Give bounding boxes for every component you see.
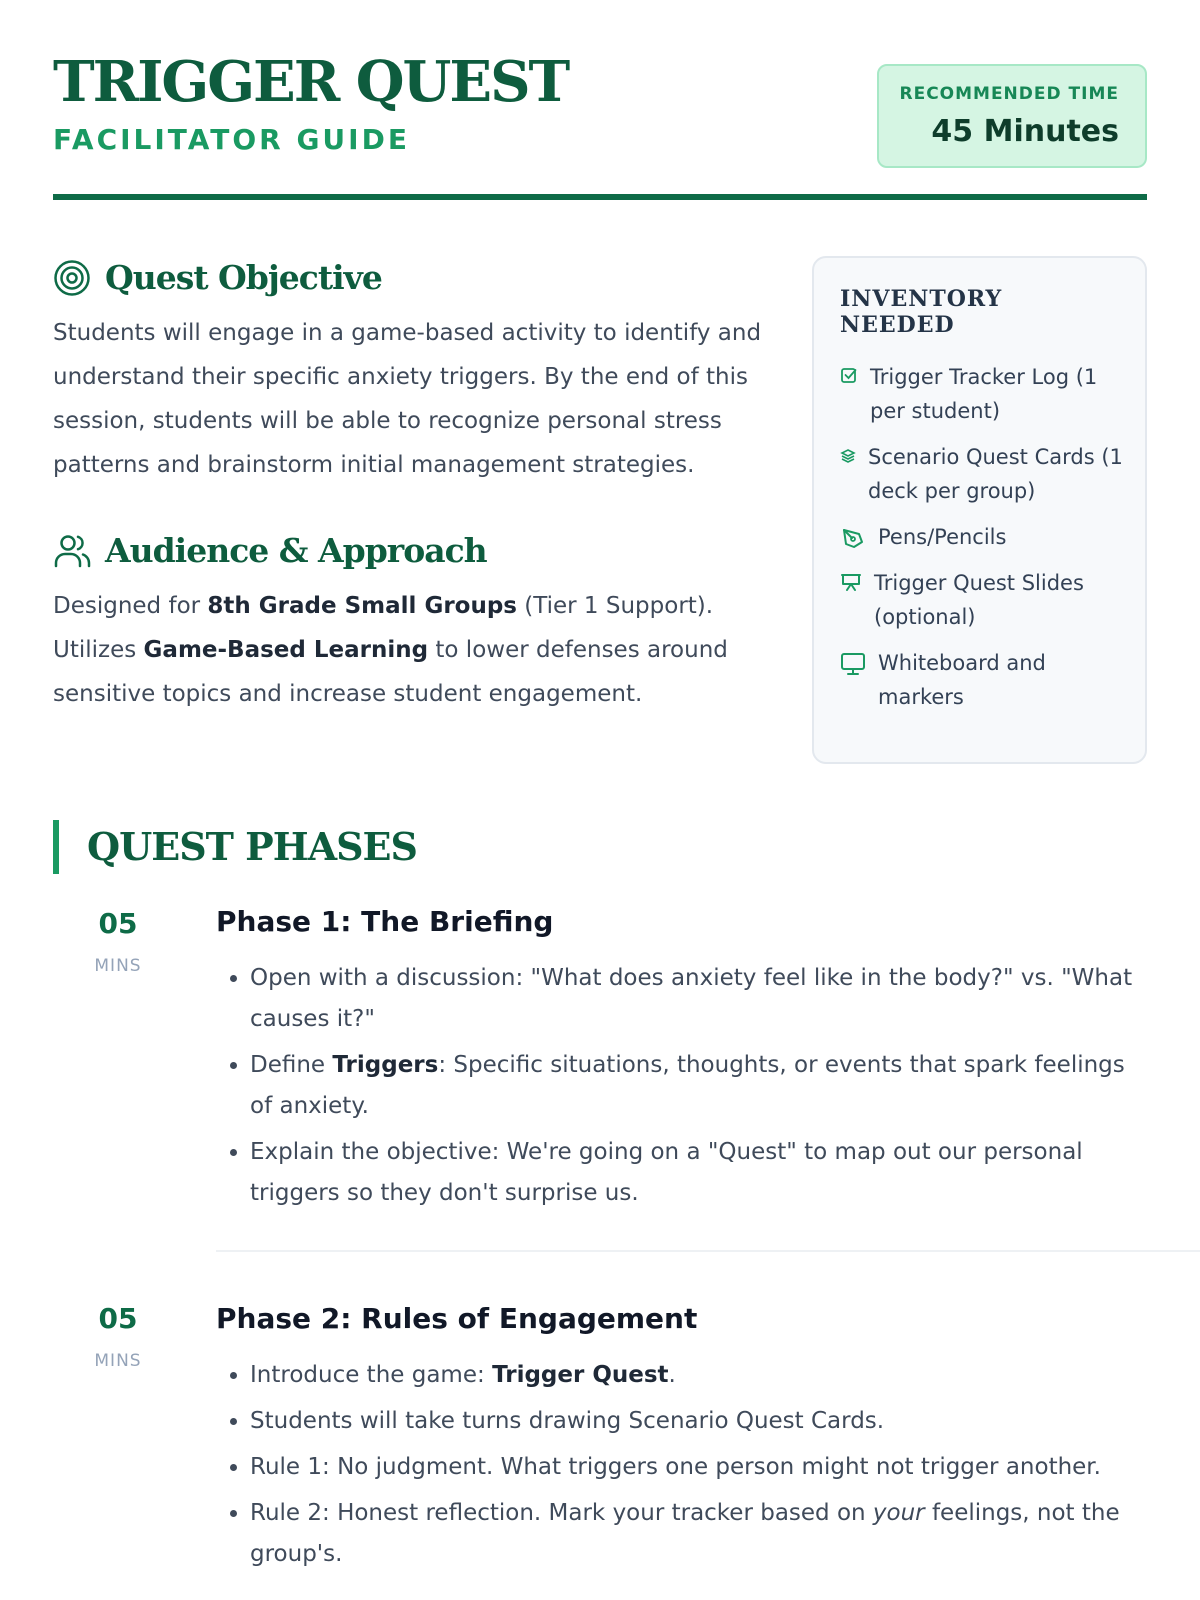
list-item: • Open with a discussion: "What does anxiety feel like in the body?" vs. "What causes it?" [250, 958, 1147, 1040]
phase-2 [53, 1302, 1147, 1580]
presentation-icon [840, 572, 862, 592]
list-item-text: Introduce the game: [250, 1362, 493, 1388]
inventory-item [840, 566, 1123, 634]
inventory-card [812, 256, 1147, 764]
page-title: TRIGGER QUEST [53, 49, 569, 115]
list-item-text: feelings, not the group's. [250, 1500, 1120, 1567]
list-item-text: Define [250, 1052, 333, 1078]
inventory-item [840, 440, 1123, 508]
list-item: • Explain the objective: We're going on a "Quest" to map out our personal triggers so they don't surprise us. [250, 1132, 1147, 1214]
users-icon [53, 532, 91, 570]
list-item-text: . [668, 1362, 676, 1388]
phase-duration [53, 1302, 183, 1371]
list-item [250, 1045, 1147, 1127]
inventory-item-label: Pens/Pencils [878, 525, 1007, 549]
page-subtitle: FACILITATOR GUIDE [53, 123, 410, 156]
audience-heading [53, 531, 773, 570]
phase-divider [216, 1250, 1200, 1252]
phases-title: QUEST PHASES [87, 824, 417, 869]
list-item-emphasis: your [872, 1500, 925, 1526]
recommended-time-label: RECOMMENDED TIME [899, 84, 1119, 104]
list-item-highlight: Trigger Quest [492, 1362, 669, 1388]
inventory-list [840, 360, 1123, 714]
phase-duration-value: 05 [98, 907, 138, 940]
list-item-highlight: Triggers [332, 1052, 439, 1078]
inventory-item [840, 520, 1123, 554]
phase-1 [53, 905, 1147, 1219]
page-header [53, 0, 1147, 200]
inventory-item-label: Trigger Tracker Log (1 per student) [870, 365, 1098, 423]
inventory-item-label: Whiteboard and markers [878, 651, 1046, 709]
phase-steps [216, 1355, 1147, 1575]
recommended-time-badge [877, 64, 1147, 168]
objective-heading [53, 258, 773, 297]
phase-duration-unit: MINS [94, 956, 142, 976]
phase-title: Phase 1: The Briefing [216, 905, 554, 938]
audience-group-highlight: 8th Grade Small Groups [207, 593, 517, 619]
list-item [250, 1355, 1147, 1396]
inventory-item [840, 360, 1123, 428]
objective-title: Quest Objective [105, 258, 382, 297]
phase-duration [53, 907, 183, 976]
phase-duration-value: 05 [98, 1302, 138, 1335]
audience-text-part: (Tier 1 Support). Utilizes [53, 593, 714, 663]
phase-body [216, 1302, 1147, 1575]
list-item-text: Rule 2: Honest reflection. Mark your tracker based on [250, 1500, 873, 1526]
audience-text-part: Designed for [53, 593, 208, 619]
inventory-item-label: Scenario Quest Cards (1 deck per group) [868, 445, 1123, 503]
list-item: • Rule 1: No judgment. What triggers one person might not trigger another. [250, 1447, 1147, 1488]
inventory-item-label: Trigger Quest Slides (optional) [874, 571, 1084, 629]
inventory-item [840, 646, 1123, 714]
checkbox-icon [840, 366, 858, 384]
pen-icon [840, 526, 866, 550]
list-item [250, 1493, 1147, 1575]
list-item-text: : Specific situations, thoughts, or events that spark feelings of anxiety. [250, 1052, 1125, 1119]
monitor-icon [840, 652, 866, 676]
phases-heading [53, 820, 417, 874]
phase-steps [216, 958, 1147, 1214]
audience-text [53, 584, 773, 716]
audience-text-part: to lower defenses around sensitive topics and increase student engagement. [53, 637, 728, 707]
phase-body [216, 905, 1147, 1214]
layers-icon [840, 446, 856, 464]
overview-column [53, 258, 773, 716]
list-item: • Students will take turns drawing Scenario Quest Cards. [250, 1401, 1147, 1442]
phase-duration-unit: MINS [94, 1351, 142, 1371]
objective-text: Students will engage in a game-based activity to identify and understand their specific anxiety triggers. By the end of this session, students will be able to recognize personal stress patterns and brainstorm initial management strategies. [53, 320, 762, 478]
audience-method-highlight: Game-Based Learning [143, 637, 429, 663]
recommended-time-value: 45 Minutes [931, 114, 1119, 149]
inventory-title: INVENTORY NEEDED [840, 286, 1003, 338]
audience-title: Audience & Approach [105, 531, 487, 570]
target-icon [53, 259, 91, 297]
phase-title: Phase 2: Rules of Engagement [216, 1302, 698, 1335]
